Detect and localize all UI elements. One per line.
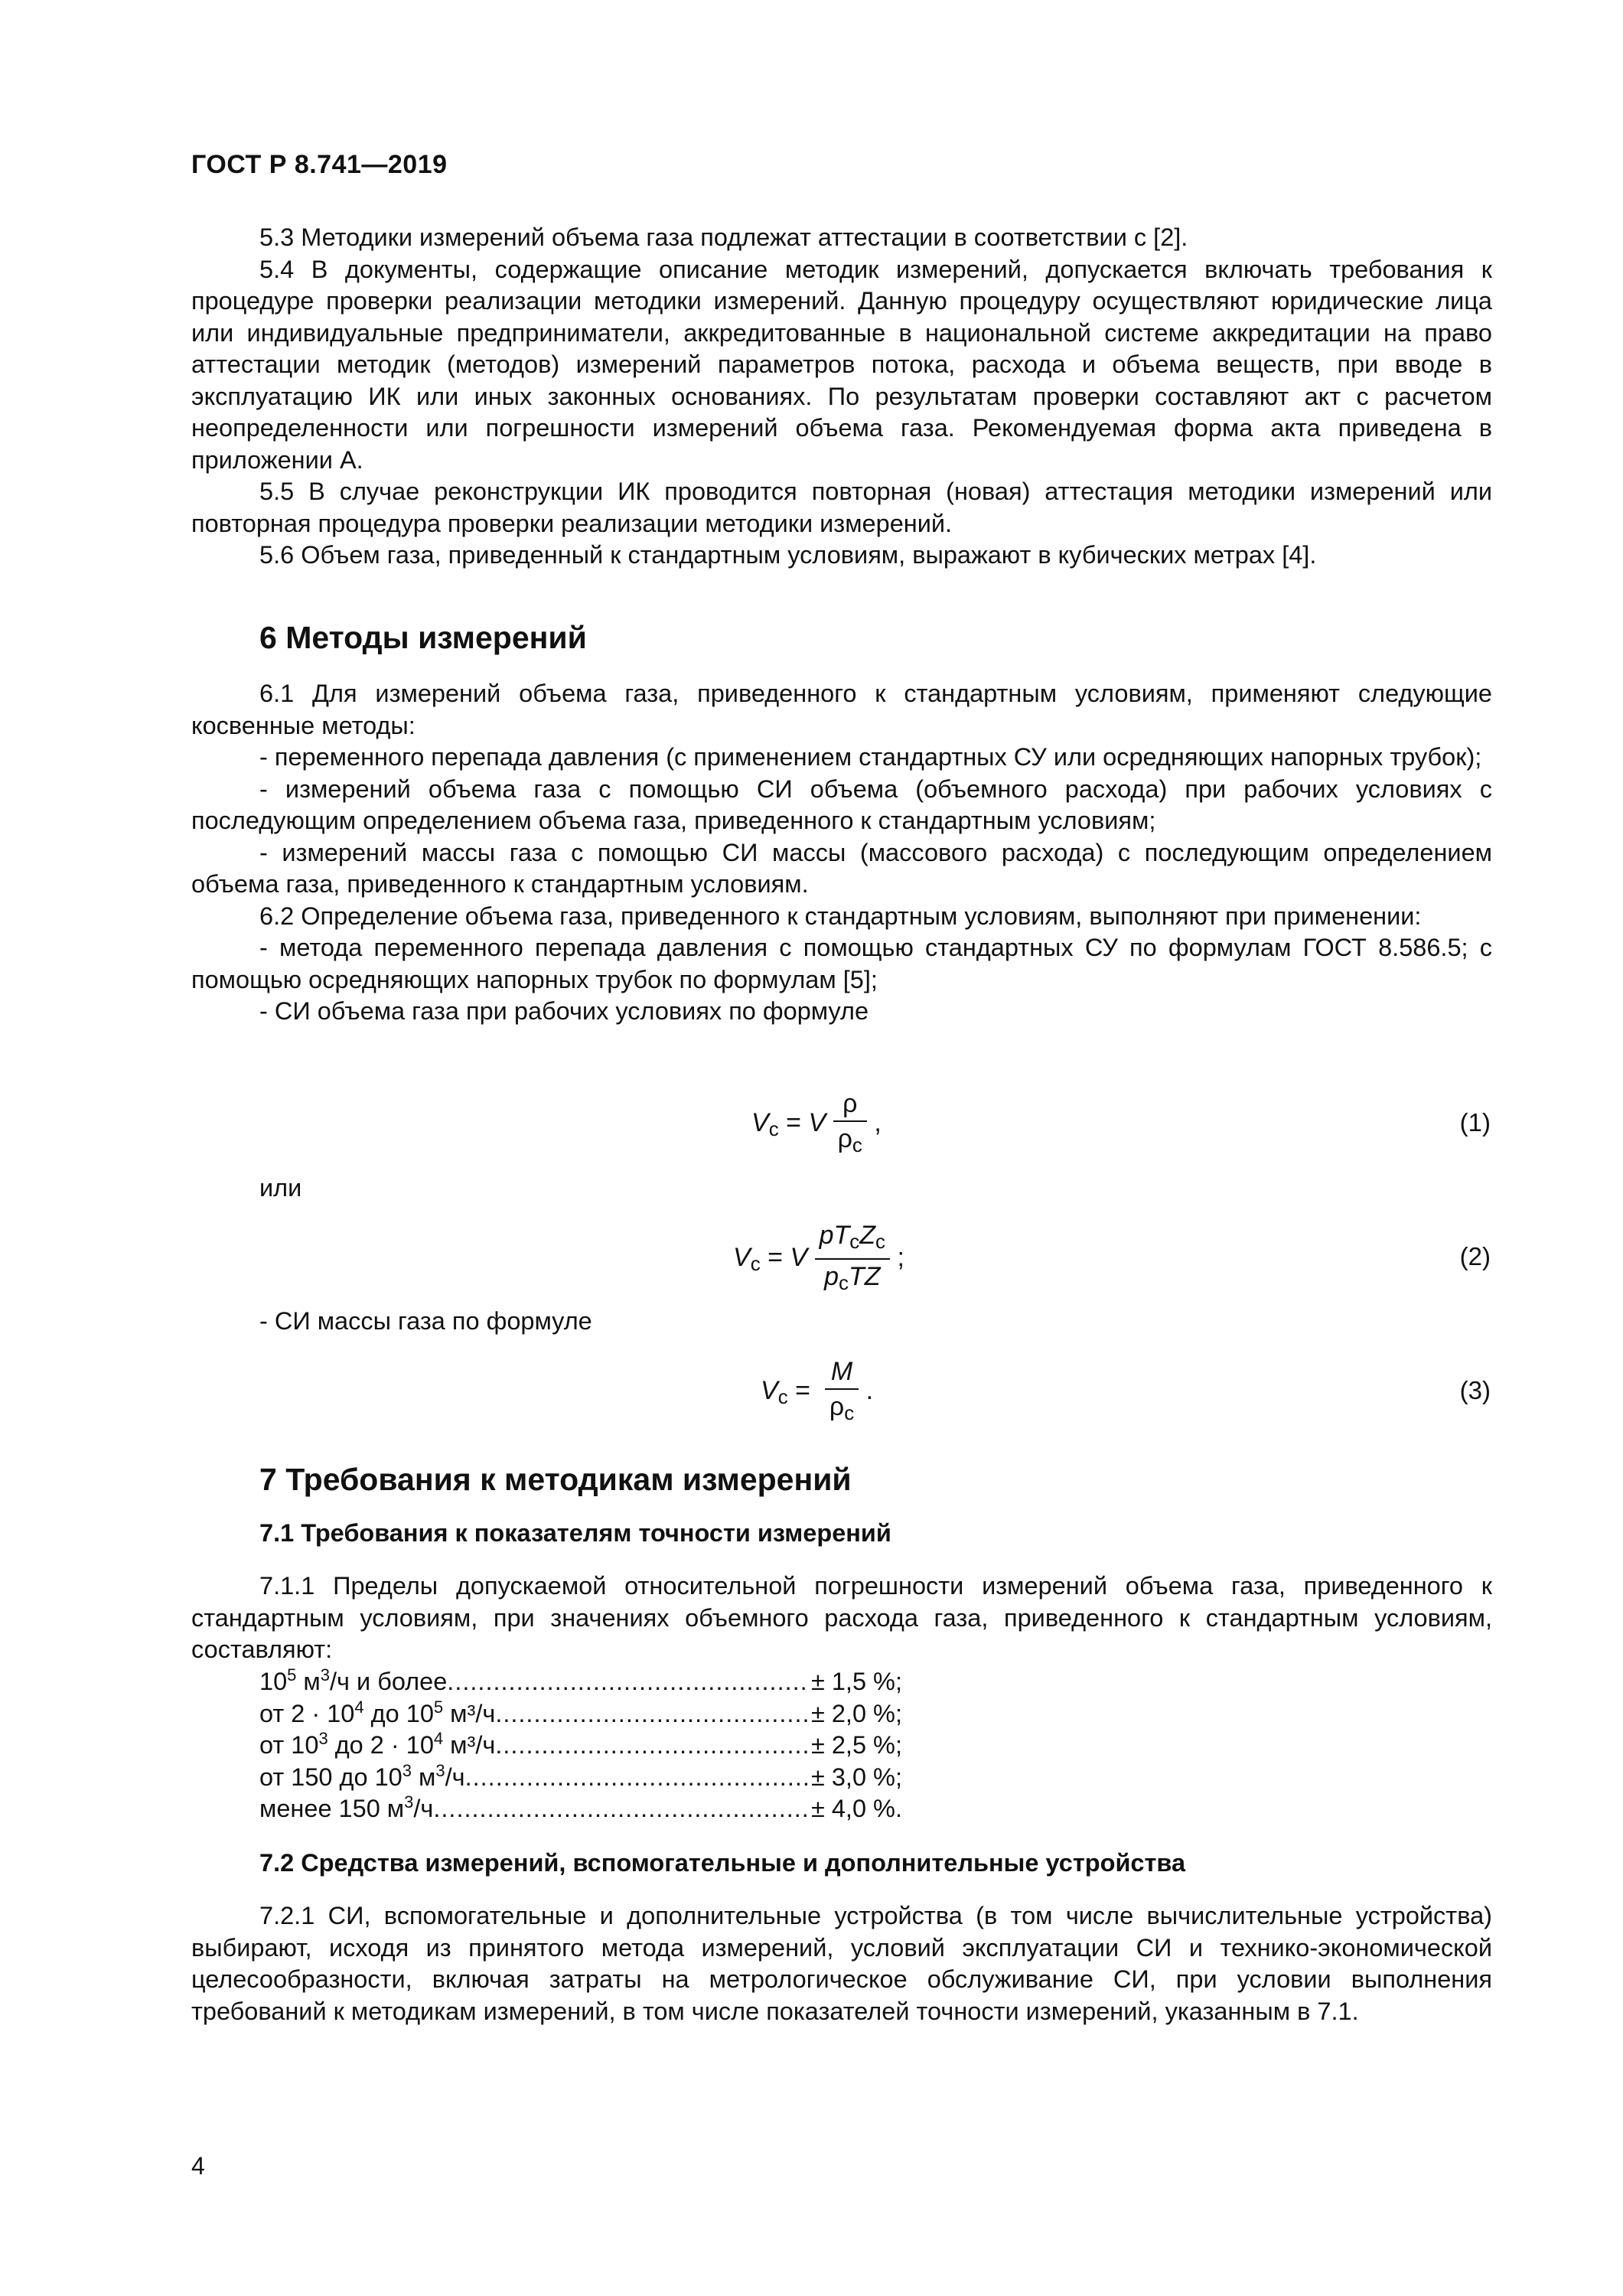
formula-3-number: (3) xyxy=(1459,1376,1491,1404)
paragraph-6-1: 6.1 Для измерений объема газа, приведенного к стандартным условиям, применяют следующие косвенные методы: xyxy=(191,680,1492,739)
paragraph-5-3: 5.3 Методики измерений объема газа подлежат аттестации в соответствии с [2]. xyxy=(259,223,1188,251)
formula-1: $V_c = V$ $\frac{\rho}{\rho_c}$ , xyxy=(751,1087,882,1162)
paragraph-5-6: 5.6 Объем газа, приведенный к стандартным условиям, выражают в кубических метрах [4]. xyxy=(259,541,1317,569)
bullet-differential-pressure: - переменного перепада давления (с применением стандартных СУ или осредняющих напорных трубок); xyxy=(259,743,1482,771)
bullet-volume-measurement: - измерений объема газа с помощью СИ объема (объемного расхода) при рабочих условиях с последующим определением объема газа, приведенного к стандартным условиям; xyxy=(191,775,1492,834)
formula-2: $V_c = V$ $\frac{pT_cZ_c}{p_cTZ}$ ; xyxy=(733,1218,904,1300)
paragraph-5-4: 5.4 В документы, содержащие описание методик измерений, допускается включать требования к процедуре проверки реализации методики измерений. Данную процедуру осуществляют юридические лица или индивидуальные предприниматели, аккредитованные в национальной системе аккредитации на право аттестации методик (методов) измерений параметров потока, расхода и объема веществ, при вводе в эксплуатацию ИК или иных законных основаниях. По результатам проверки составляют акт с расчетом неопределенности или погрешности измерений объема газа. Рекомендуемая форма акта приведена в приложении А. xyxy=(191,255,1492,474)
bullet-mass-formula: - СИ массы газа по формуле xyxy=(259,1307,592,1335)
or-text: или xyxy=(259,1174,302,1202)
page-number: 4 xyxy=(191,2152,205,2180)
accuracy-limits-list xyxy=(259,1666,902,1825)
limit-row: менее 150 $м^3/ч$ ..... ± 4,0 %. xyxy=(259,1793,902,1825)
paragraph-7-1-1 xyxy=(191,1570,1492,1666)
paragraph-7-1-1-text: 7.1.1 Пределы допускаемой относительной погрешности измерений объема газа, приведенного к стандартным условиям, при значениях объемного расхода газа, приведенного к стандартным условиям, составляют: xyxy=(191,1572,1492,1663)
limit-row: от $10^3$ до $2 \cdot 10^4$ м³/ч ..... ± 2,5 %; xyxy=(259,1730,902,1762)
bullet-volume-formula: - СИ объема газа при рабочих условиях по формуле xyxy=(259,997,869,1025)
limit-row: от 150 до $10^3$ $м^3/ч$ ..... ± 3,0 %; xyxy=(259,1762,902,1794)
bullet-mass-measurement: - измерений массы газа с помощью СИ массы (массового расхода) с последующим определением объема газа, приведенного к стандартным условиям. xyxy=(191,838,1492,898)
limit-row: $10^5$ $м^3/ч$ и более ..... ± 1,5 %; xyxy=(259,1666,902,1698)
formula-2-number: (2) xyxy=(1459,1242,1491,1270)
section-6-body xyxy=(191,678,1492,1028)
paragraph-5-5: 5.5 В случае реконструкции ИК проводится повторная (новая) аттестация методики измерений или повторная процедура проверки реализации методики измерений. xyxy=(191,478,1492,537)
paragraph-7-2-1-text: 7.2.1 СИ, вспомогательные и дополнительные устройства (в том числе вычислительные устройства) выбирают, исходя из принятого метода измерений, условий эксплуатации СИ и технико-экономической целесообразности, включая затраты на метрологическое обслуживание СИ, при условии выполнения требований к методикам измерений, в том числе показателей точности измерений, указанным в 7.1. xyxy=(191,1902,1492,2025)
bullet-pressure-method: - метода переменного перепада давления с помощью стандартных СУ по формулам ГОСТ 8.586.5; с помощью осредняющих напорных трубок по формулам [5]; xyxy=(191,934,1492,993)
section-5-body xyxy=(191,222,1492,572)
paragraph-6-2: 6.2 Определение объема газа, приведенного к стандартным условиям, выполняют при применении: xyxy=(259,902,1422,930)
document-header: ГОСТ Р 8.741—2019 xyxy=(191,150,448,179)
limit-row: от $2 \cdot 10^4$ до $10^5$ м³/ч ..... ± 2,0 %; xyxy=(259,1698,902,1730)
formula-3: $V_c$ = $\frac{M}{\rho_c}$ . xyxy=(761,1355,873,1430)
section-7-heading: 7 Требования к методикам измерений xyxy=(259,1462,852,1497)
section-6-heading: 6 Методы измерений xyxy=(259,620,587,655)
subsection-7-2-heading: 7.2 Средства измерений, вспомогательные и дополнительные устройства xyxy=(259,1849,1186,1877)
subsection-7-1-heading: 7.1 Требования к показателям точности измерений xyxy=(259,1519,891,1547)
paragraph-7-2-1 xyxy=(191,1900,1492,2027)
formula-1-number: (1) xyxy=(1459,1108,1491,1137)
